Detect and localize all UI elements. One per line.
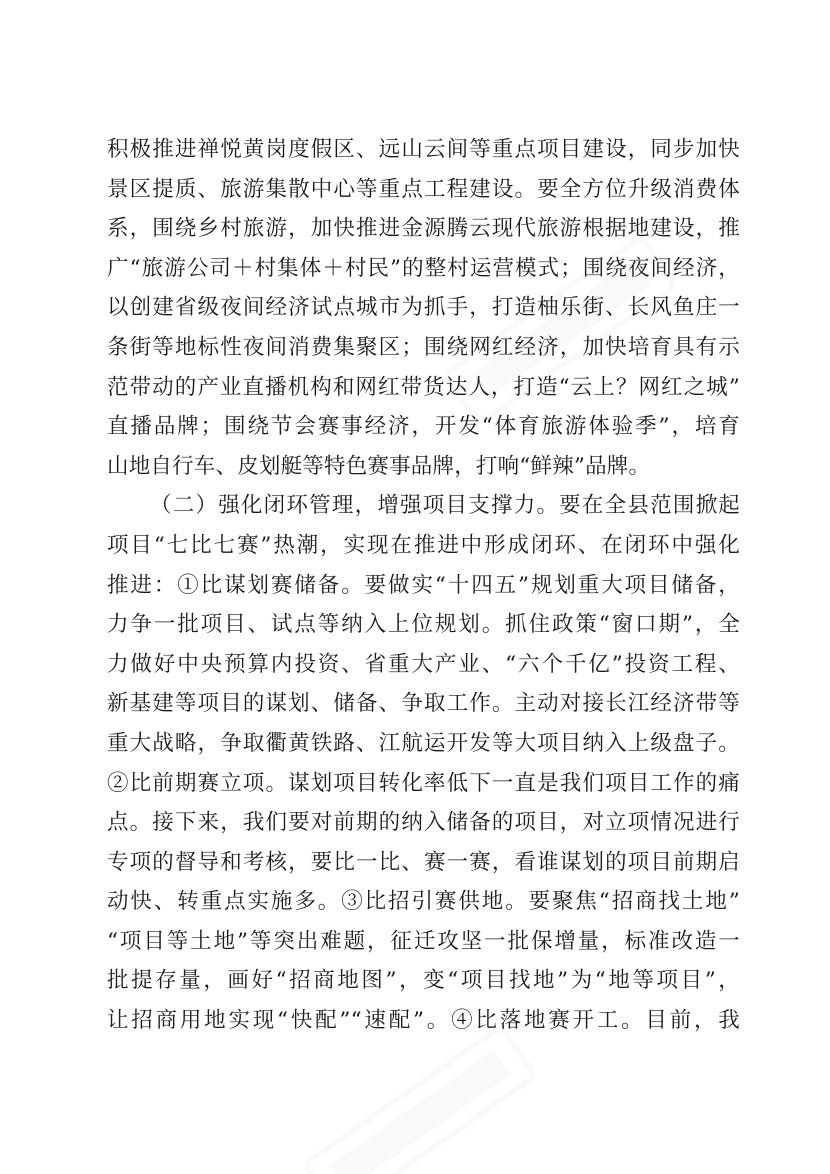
text-line: 范带动的产业直播机构和网红带货达人，打造“云上？网红之城” xyxy=(107,374,740,400)
text-line: 点。接下来，我们要对前期的纳入储备的项目，对立项情况进行 xyxy=(107,810,740,836)
section-heading-line: （二）强化闭环管理，增强项目支撑力。要在全县范围掀起 xyxy=(150,493,740,519)
text-line: 力做好中央预算内投资、省重大产业、“六个千亿”投资工程、 xyxy=(107,651,740,677)
text-line: 重大战略，争取衢黄铁路、江航运开发等大项目纳入上级盘子。 xyxy=(107,730,740,756)
text-line: ②比前期赛立项。谋划项目转化率低下一直是我们项目工作的痛 xyxy=(107,770,740,796)
text-line: 条街等地标性夜间消费集聚区；围绕网红经济，加快培育具有示 xyxy=(107,334,740,360)
text-line: 以创建省级夜间经济试点城市为抓手，打造柚乐街、长风鱼庄一 xyxy=(107,295,740,321)
text-line: “项目等土地”等突出难题，征迁攻坚一批保增量，标准改造一 xyxy=(107,928,740,954)
paragraph-end-line: 山地自行车、皮划艇等特色赛事品牌，打响“鲜辣”品牌。 xyxy=(107,453,651,479)
text-line: 直播品牌；围绕节会赛事经济，开发“体育旅游体验季”，培育 xyxy=(107,414,740,440)
text-line: 推进：①比谋划赛储备。要做实“十四五”规划重大项目储备， xyxy=(107,572,740,598)
text-line: 项目“七比七赛”热潮，实现在推进中形成闭环、在闭环中强化 xyxy=(107,532,740,558)
body-text xyxy=(107,130,740,1041)
watermark-mark-lower xyxy=(304,1027,535,1174)
text-line: 让招商用地实现“快配”“速配”。④比落地赛开工。目前，我 xyxy=(107,1008,740,1034)
text-line: 系，围绕乡村旅游，加快推进金源腾云现代旅游根据地建设，推 xyxy=(107,216,740,242)
text-line: 力争一批项目、试点等纳入上位规划。抓住政策“窗口期”，全 xyxy=(107,612,740,638)
text-line: 批提存量，画好“招商地图”，变“项目找地”为“地等项目”， xyxy=(107,968,740,994)
text-line: 动快、转重点实施多。③比招引赛供地。要聚焦“招商找土地” xyxy=(107,889,740,915)
text-line: 新基建等项目的谋划、储备、争取工作。主动对接长江经济带等 xyxy=(107,691,740,717)
text-line: 景区提质、旅游集散中心等重点工程建设。要全方位升级消费体 xyxy=(107,176,740,202)
text-line: 专项的督导和考核，要比一比、赛一赛，看谁谋划的项目前期启 xyxy=(107,849,740,875)
text-line: 广“旅游公司＋村集体＋村民”的整村运营模式；围绕夜间经济， xyxy=(107,255,740,281)
text-line: 积极推进禅悦黄岗度假区、远山云间等重点项目建设，同步加快 xyxy=(107,137,740,162)
